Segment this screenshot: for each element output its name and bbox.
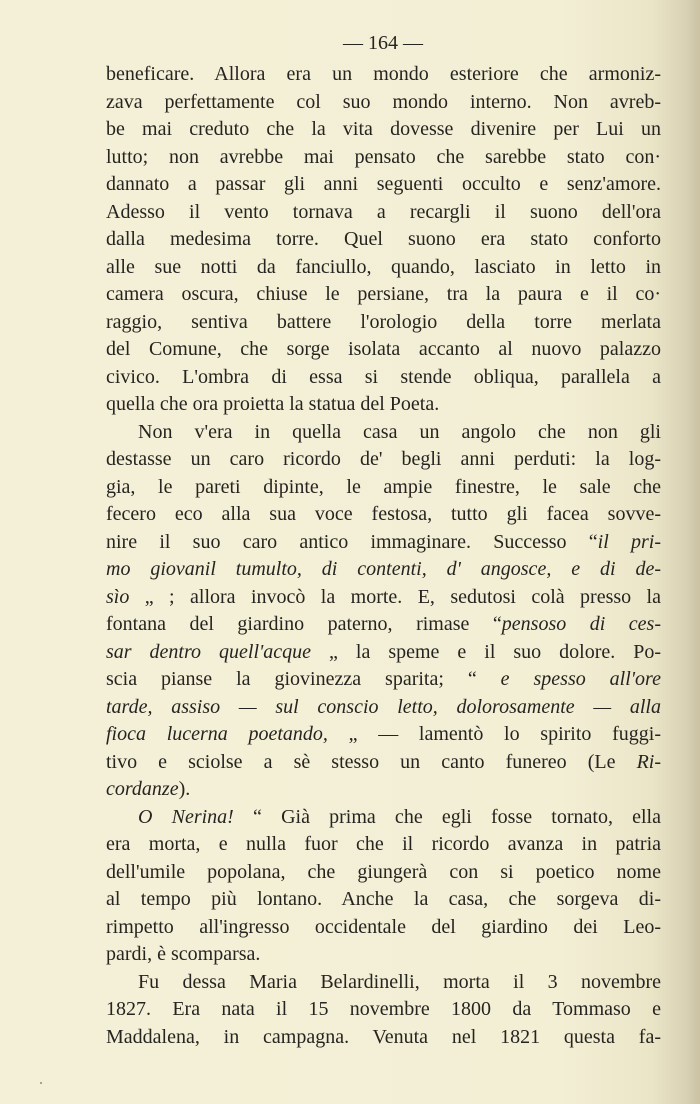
italic-quote-segment: fioca lucerna poetando,	[106, 723, 328, 745]
text-line	[106, 116, 661, 144]
text-segment: „ ; allora invocò la morte. E, sedutosi colà presso la	[129, 585, 661, 608]
text-segment: Non v'era in quella casa un angolo che non gli	[138, 420, 661, 443]
text-segment: raggio, sentiva battere l'orologio della torre merlata	[106, 310, 661, 333]
text-segment: Maddalena, in campagna. Venuta nel 1821 questa fa-	[106, 1025, 661, 1048]
page-number: — 164 —	[343, 32, 423, 54]
text-segment: beneficare. Allora era un mondo esteriore che armoniz-	[106, 63, 661, 85]
text-line	[106, 89, 661, 117]
text-segment: al tempo più lontano. Anche la casa, che sorgeva di-	[106, 888, 661, 910]
text-line	[106, 749, 661, 777]
text-segment: fontana del giardino paterno, rimase “	[106, 613, 502, 635]
text-line	[106, 336, 661, 364]
text-line	[106, 776, 661, 804]
text-segment: pardi, è scomparsa.	[106, 943, 261, 965]
text-segment: 1827. Era nata il 15 novembre 1800 da Tommaso e	[106, 998, 661, 1020]
text-segment: tivo e sciolse a sè stesso un canto funereo (Le	[106, 750, 637, 773]
text-line	[106, 941, 661, 969]
text-line	[106, 446, 661, 474]
text-segment: quella che ora proietta la statua del Poeta.	[106, 393, 440, 415]
text-segment: “ Già prima che egli fosse tornato, ella	[233, 805, 661, 828]
paragraph	[106, 969, 661, 1052]
paragraph	[106, 61, 661, 419]
text-line	[106, 914, 661, 942]
text-line	[106, 61, 661, 89]
text-segment: rimpetto all'ingresso occidentale del giardino dei Leo-	[106, 915, 661, 938]
text-line	[106, 969, 661, 997]
text-line	[106, 529, 661, 557]
text-segment: Fu dessa Maria Belardinelli, morta il 3 novembre	[138, 970, 661, 993]
text-segment: be mai creduto che la vita dovesse divenire per Lui un	[106, 118, 661, 140]
italic-quote-segment: e spesso all'ore	[500, 668, 661, 690]
text-line	[106, 474, 661, 502]
text-segment: „ — lamentò lo spirito fuggi-	[327, 723, 661, 745]
text-line	[106, 199, 661, 227]
italic-quote-segment: sar dentro quell'acque	[106, 640, 312, 663]
text-segment: dannato a passar gli anni seguenti occulto e senz'amore.	[106, 173, 661, 195]
text-line	[106, 1024, 661, 1052]
text-line	[106, 419, 661, 447]
text-line	[106, 804, 661, 832]
text-segment: gia, le pareti dipinte, le ampie finestre, le sale che	[106, 475, 661, 498]
paragraph	[106, 419, 661, 804]
text-segment: dalla medesima torre. Quel suono era stato conforto	[106, 228, 661, 250]
text-line	[106, 226, 661, 254]
text-line	[106, 309, 661, 337]
italic-quote-segment: sìo	[106, 585, 130, 608]
italic-quote-segment: cordanze	[106, 778, 179, 800]
italic-quote-segment: mo giovanil tumulto, di contenti, d' angosce, e di de-	[106, 558, 661, 580]
text-line	[106, 556, 661, 584]
text-segment: zava perfettamente col suo mondo interno. Non avreb-	[106, 90, 661, 113]
text-segment: fecero eco alla sua voce festosa, tutto gli facea sovve-	[106, 503, 661, 525]
text-segment: dell'umile popolana, che giungerà con si poetico nome	[106, 860, 661, 883]
italic-quote-segment: O Nerina!	[138, 805, 234, 828]
text-line	[106, 391, 661, 419]
text-segment: scia pianse la giovinezza sparita; “	[106, 668, 501, 690]
italic-quote-segment: Ri-	[636, 750, 661, 773]
text-line	[106, 996, 661, 1024]
text-segment: „ la speme e il suo dolore. Po-	[311, 640, 662, 663]
text-line	[106, 694, 661, 722]
text-segment: camera oscura, chiuse le persiane, tra la paura e il co·	[106, 283, 661, 305]
text-line	[106, 254, 661, 282]
italic-quote-segment: il pri-	[597, 530, 661, 553]
text-segment: Adesso il vento tornava a recargli il suono dell'ora	[106, 200, 661, 223]
text-segment: destasse un caro ricordo de' begli anni perduti: la log-	[106, 448, 661, 470]
text-line	[106, 611, 661, 639]
text-segment: lutto; non avrebbe mai pensato che sarebbe stato con·	[106, 145, 661, 168]
text-segment: nire il suo caro antico immaginare. Successo “	[106, 530, 598, 553]
text-line	[106, 831, 661, 859]
text-line	[106, 584, 661, 612]
italic-quote-segment: pensoso di ces-	[501, 613, 662, 635]
body-text	[106, 61, 661, 1051]
text-line	[106, 501, 661, 529]
text-segment: alle sue notti da fanciullo, quando, lasciato in letto in	[106, 255, 661, 278]
text-line	[106, 144, 661, 172]
text-line	[106, 639, 661, 667]
text-segment: civico. L'ombra di essa si stende obliqua, parallela a	[106, 365, 661, 388]
text-line	[106, 721, 661, 749]
text-segment: era morta, e nulla fuor che il ricordo avanza in patria	[106, 833, 661, 855]
text-line	[106, 859, 661, 887]
text-line	[106, 666, 661, 694]
scan-speck	[40, 1082, 42, 1084]
text-segment: del Comune, che sorge isolata accanto al nuovo palazzo	[106, 338, 661, 360]
text-line	[106, 281, 661, 309]
text-line	[106, 364, 661, 392]
italic-quote-segment: tarde, assiso — sul conscio letto, dolorosamente — alla	[106, 695, 661, 718]
paragraph	[106, 804, 661, 969]
text-line	[106, 171, 661, 199]
text-segment: ).	[178, 778, 191, 800]
text-line	[106, 886, 661, 914]
